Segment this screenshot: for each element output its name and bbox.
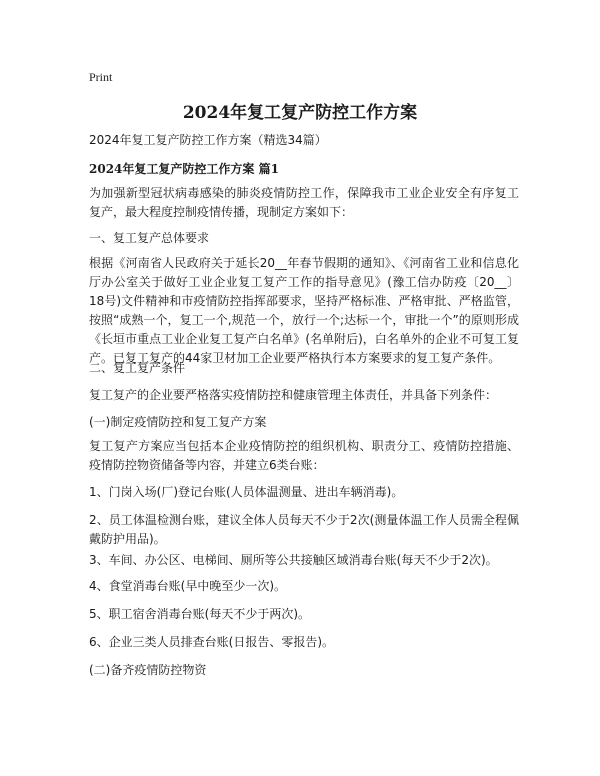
list-item: 6、企业三类人员排查台账(日报告、零报告)。 (89, 635, 334, 649)
section-heading: 2024年复工复产防控工作方案 篇1 (89, 162, 279, 176)
list-item: 4、食堂消毒台账(早中晚至少一次)。 (89, 579, 286, 593)
conditions-paragraph: 复工复产的企业要严格落实疫情防控和健康管理主体责任，并具备下列条件： (89, 388, 498, 402)
list-item: 3、车间、办公区、电梯间、厕所等公共接触区域消毒台账(每天不少于2次)。 (89, 553, 498, 567)
list-item: 5、职工宿舍消毒台账(每天不少于两次)。 (89, 607, 310, 621)
intro-paragraph: 为加强新型冠状病毒感染的肺炎疫情防控工作，保障我市工业企业安全有序复工复产，最大程度控制疫情传播，现制定方案如下： (89, 186, 519, 219)
subheading-plan: (一)制定疫情防控和复工复产方案 (89, 415, 267, 429)
plan-paragraph: 复工复产方案应当包括本企业疫情防控的组织机构、职责分工、疫情防控措施、疫情防控物资储备等内容，并建立6类台账： (89, 439, 519, 472)
document-title: 2024年复工复产防控工作方案 (182, 103, 418, 123)
heading-general-requirements: 一、复工复产总体要求 (89, 231, 210, 245)
requirements-paragraph: 根据《河南省人民政府关于延长20__年春节假期的通知》、《河南省工业和信息化厅办公室关于做好工业企业复工复产工作的指导意见》(豫工信办防疫〔20__〕18号)文件精神和市疫情防控指挥部要求，坚持严格标准、严格审批、严格监管，按照“成熟一个，复工一个,规范一个，放行一个;达标一个，审批一个”的原则形成《长垣市重点工业企业复工复产白名单》(名单附后)，白名单外的企业不可复工复产。已复工复产的44家卫材加工企业要严格执行本方案要求的复工复产条件。 (89, 256, 519, 365)
print-link[interactable]: Print (89, 70, 113, 84)
heading-conditions: 二、复工复产条件 (89, 361, 186, 375)
list-item: 2、员工体温检测台账，建议全体人员每天不少于2次(测量体温工作人员需全程佩戴防护用品)。 (89, 513, 519, 546)
list-item: 1、门岗入场(厂)登记台账(人员体温测量、进出车辆消毒)。 (89, 485, 404, 499)
document-subtitle: 2024年复工复产防控工作方案（精选34篇） (89, 133, 327, 147)
subheading-supplies: (二)备齐疫情防控物资 (89, 663, 207, 677)
